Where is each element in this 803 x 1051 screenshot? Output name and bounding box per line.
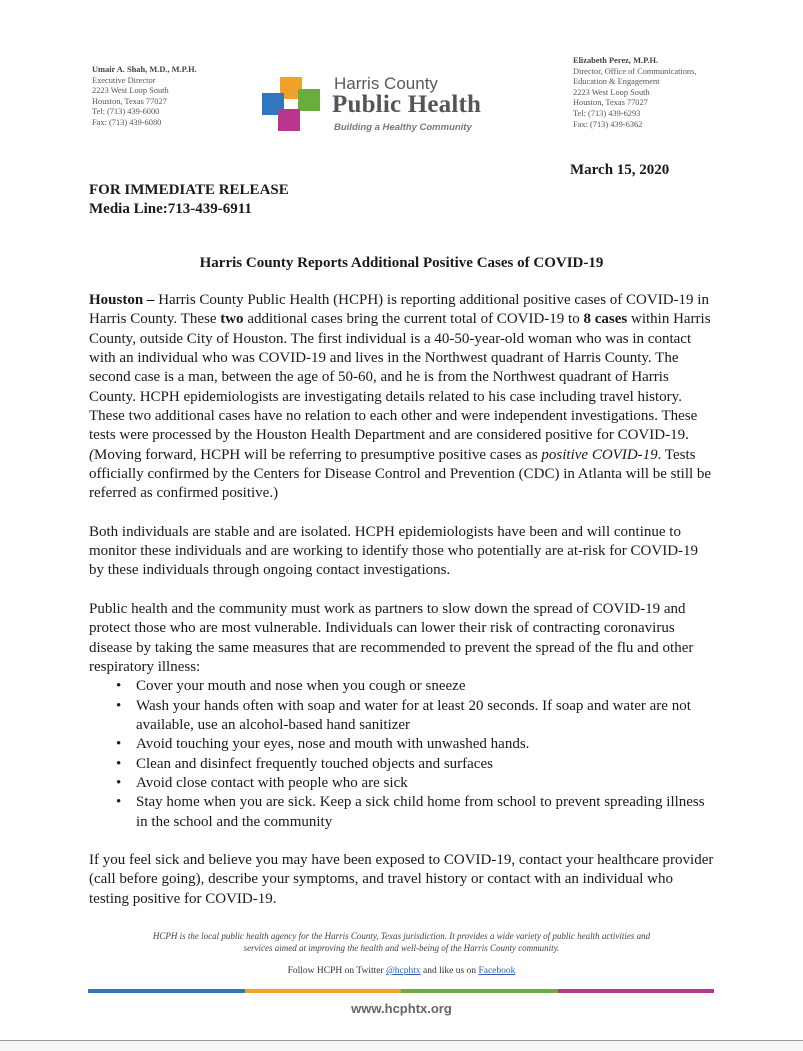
p1-text: additional cases bring the current total of COVID-19 to: [243, 311, 584, 328]
page-edge-divider: [0, 1040, 803, 1051]
follow-text: and like us on: [420, 966, 479, 976]
facebook-link[interactable]: Facebook: [478, 966, 516, 976]
bullet-icon: •: [116, 736, 122, 753]
footer-color-bar: [88, 989, 714, 993]
color-bar-segment: [245, 989, 402, 993]
logo-tagline: Building a Healthy Community: [334, 122, 472, 133]
contact-right-line: Director, Office of Communications,: [573, 66, 697, 76]
logo-line-1: Harris County: [334, 74, 438, 93]
list-item-text: Avoid touching your eyes, nose and mouth with unwashed hands.: [136, 736, 530, 753]
p1-text: Moving forward, HCPH will be referring to presumptive positive cases as: [94, 446, 542, 463]
p1-bold-two: two: [220, 311, 244, 328]
contact-left-line: Executive Director: [92, 75, 156, 85]
contact-left-line: Fax: (713) 439-6080: [92, 117, 162, 127]
logo-tiles-icon: [262, 77, 324, 133]
hcph-logo: [262, 74, 512, 136]
bullet-icon: •: [116, 697, 122, 714]
paragraph-3: Public health and the community must work as partners to slow down the spread of COVID-19 and protect those who are most vulnerable. Individuals can lower their risk of contracting coronavirus disease by taking the same measures that are recommended to prevent the spread of the flu and other respiratory illness:: [89, 600, 694, 675]
media-line: Media Line:713-439-6911: [89, 201, 252, 217]
p1-text: within Harris County, outside City of Houston. The first individual is a 40-50-year-old woman who was in contact with an individual who was COVID-19 and lives in the Northwest quadrant of Harris County. The second case is a man, between the age of 50-60, and he is from the Northwest quadrant of Harris County. HCPH epidemiologists are investigating details related to his case including travel history. These two additional cases have no relation to each other and were independent investigations. These tests were processed by the Houston Health Department and are considered positive for COVID-19.: [89, 311, 711, 444]
list-item-text: Cover your mouth and nose when you cough or sneeze: [136, 678, 466, 695]
list-item: [116, 755, 714, 774]
contact-right-name: Elizabeth Perez, M.P.H.: [573, 56, 659, 65]
bullet-icon: •: [116, 774, 122, 791]
contact-right-line: Tel: (713) 439-6293: [573, 108, 641, 118]
agency-description: [0, 930, 803, 954]
website-url: www.hcphtx.org: [351, 1001, 452, 1016]
list-item-text: Stay home when you are sick. Keep a sick child home from school to prevent spreading illness in the school and the community: [136, 794, 705, 830]
bullet-icon: •: [116, 755, 122, 772]
logo-tile-magenta: [278, 109, 300, 131]
list-item: [116, 677, 714, 696]
agency-description-line: HCPH is the local public health agency for the Harris County, Texas jurisdiction. It provides a wide variety of public health activities and: [152, 931, 651, 941]
list-item-text: Wash your hands often with soap and water for at least 20 seconds. If soap and water are not available, use an alcohol-based hand sanitizer: [136, 697, 691, 733]
paragraph-4: If you feel sick and believe you may have been exposed to COVID-19, contact your healthcare provider (call before going), describe your symptoms, and travel history or contact with an individual who testing positive for COVID-19.: [89, 851, 714, 907]
bullet-icon: •: [116, 678, 122, 695]
agency-description-line: services aimed at improving the health and well-being of the Harris County community.: [243, 943, 560, 953]
follow-text: Follow HCPH on Twitter: [287, 966, 387, 976]
headline: Harris County Reports Additional Positive Cases of COVID-19: [199, 255, 604, 271]
contact-right-line: Houston, Texas 77027: [573, 98, 648, 108]
color-bar-segment: [401, 989, 558, 993]
contact-left-line: Houston, Texas 77027: [92, 96, 167, 106]
dateline: Houston –: [89, 292, 155, 308]
social-follow-line: [0, 966, 803, 976]
paragraph-1: [89, 291, 714, 504]
prevention-list: [89, 677, 714, 832]
list-item: [116, 735, 714, 754]
paragraph-2: Both individuals are stable and are isolated. HCPH epidemiologists have been and will continue to monitor these individuals and are working to identify those who potentially are at-risk for COVID-19 by these individuals through ongoing contact investigations.: [89, 523, 699, 579]
color-bar-segment: [558, 989, 715, 993]
logo-line-2: Public Health: [332, 91, 482, 118]
list-item: [116, 774, 714, 793]
press-release-body: [89, 291, 714, 928]
contact-right-line: Fax: (713) 439-6362: [573, 119, 643, 129]
p1-italic-paren: (: [89, 446, 94, 463]
list-item-text: Clean and disinfect frequently touched objects and surfaces: [136, 755, 493, 772]
contact-left-line: Tel: (713) 439-6000: [92, 107, 160, 117]
immediate-release-label: FOR IMMEDIATE RELEASE: [89, 182, 289, 198]
bullet-icon: •: [116, 794, 122, 811]
color-bar-segment: [88, 989, 245, 993]
p1-text: . Tests officially confirmed by the Centers for Disease Control and Prevention (CDC) in Atlanta will be still be referred as confirmed positive.): [89, 446, 712, 502]
contact-block-right: [573, 56, 763, 130]
contact-left-name: Umair A. Shah, M.D., M.P.H.: [92, 65, 197, 74]
contact-left-line: 2223 West Loop South: [92, 86, 169, 96]
p1-bold-case-count: 8 cases: [583, 311, 628, 328]
list-item-text: Avoid close contact with people who are sick: [136, 774, 408, 791]
logo-tile-green: [298, 89, 320, 111]
list-item: [116, 697, 714, 736]
list-item: [116, 793, 714, 832]
p1-italic-term: positive COVID-19: [541, 446, 658, 463]
p1-text: Harris County Public Health (HCPH) is reporting additional positive cases of COVID-19 in Harris County. These: [89, 292, 709, 328]
release-date: March 15, 2020: [570, 162, 670, 178]
contact-right-line: 2223 West Loop South: [573, 87, 650, 97]
contact-right-line: Education & Engagement: [573, 77, 660, 87]
twitter-link[interactable]: @hcphtx: [386, 966, 421, 976]
release-header: [89, 181, 289, 219]
contact-block-left: [92, 65, 252, 129]
